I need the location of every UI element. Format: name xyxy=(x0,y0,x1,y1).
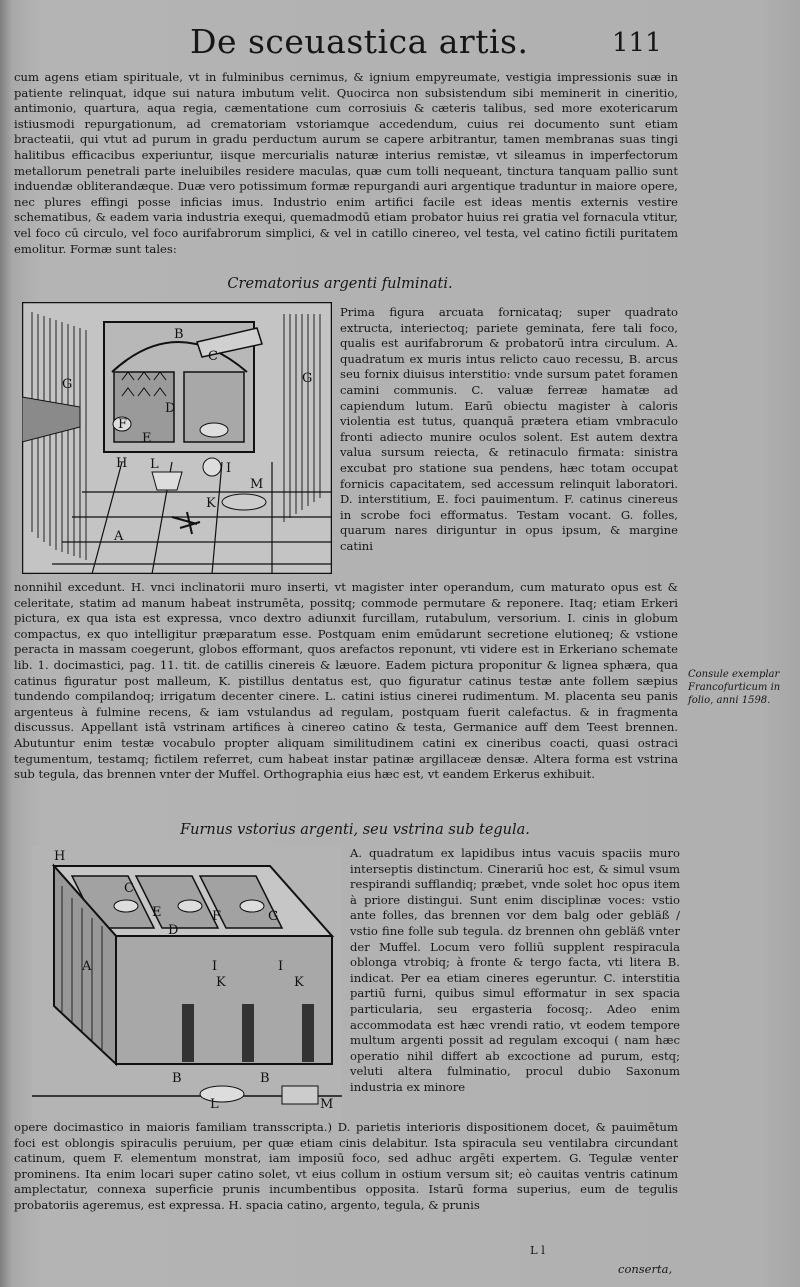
fig2-letter-d: D xyxy=(168,923,179,938)
fig2-letter-l: L xyxy=(210,1097,219,1112)
fig1-letter-i: I xyxy=(226,461,232,476)
fig2-letter-a: A xyxy=(82,959,92,974)
fig2-letter-g: G xyxy=(268,909,279,924)
running-header xyxy=(0,22,800,68)
signature-mark: L l xyxy=(530,1243,545,1257)
fig1-letter-g-right: G xyxy=(302,371,313,386)
fig2-letter-e: E xyxy=(152,905,162,920)
catchword: conserta, xyxy=(618,1262,673,1276)
fig1-letter-d: D xyxy=(165,401,176,416)
text-block-figure2-description: A. quadratum ex lapidibus intus vacuis spaciis muro interseptis distinctum. Cinerariū hoc est, & simul vsum respirandi sufflandiq; præbet, vnde solet hoc opus item à priore distingui. Sunt enim disciplinæ voces: vstio ante folles, das brennen vor dem balg oder gebläß / vstio fine folle sub tegula. dz brennen ohn gebläß vnter der Muffel. Locum vero folliū supplent respiracula oblonga vtrobiq; à fronte & tergo facta, vti litera B. indicat. Per ea etiam cineres egeruntur. C. interstitia partiū furni, quibus simul efformatur in sex spacia particularia, seu ergasteria focosq;. Adeo enim accommodata est hæc vrendi ratio, vt eodem tempore multum argenti possit ad regulam excoqui ( nam hæc operatio nihil differt ab excoctione ad purum, estq; veluti altera fulminatio, procul dubio Saxonum industria ex minore xyxy=(350,846,680,1094)
fig1-letter-l: L xyxy=(150,457,159,472)
fig2-letter-i-1: I xyxy=(212,959,218,974)
fig2-letter-b-2: B xyxy=(260,1071,270,1086)
fig1-letter-a: A xyxy=(114,529,124,544)
fig1-letter-k: K xyxy=(206,496,216,511)
text-block-intro: cum agens etiam spirituale, vt in fulminibus cernimus, & ignium empyreumate, vestigia impressionis suæ in patiente relinquat, idque sui natura imbutum velit. Quocirca non subsistendum sibi meminerit in cineritio, antimonio, quartura, aqua regia, cæmentatione cum corrosiuis & cæteris talibus, sed more exotericarum istiusmodi repurgationum, ad crematoriam vstoriamque accedendum, cuius rei documento sunt etiam bracteatii, qui vtut ad purum in gradu perductum aurum se capere arbitrantur, tamen membranas suas tingi halitibus efficacibus experiuntur, iisque mercurialis naturæ interius remistæ, vt sileamus in imperfectorum metallorum penetrali parte ineluibiles residere maculas, quæ cum tolli nequeant, tinctura tanquam pallio sunt induendæ obliterandæque. Duæ vero potissimum formæ repurgandi auri argentique traduntur in maiore opere, nec plures effingi posse inficias imus. Industrio enim artifici facile est ideas mentis externis vestire schematibus, & eadem varia industria exequi, quemadmodū etiam probator huius rei gratia vel fornacula vtitur, vel foco cū circulo, vel foco aurifabrorum simplici, & vel in catillo cinereo, vel testa, vel catino fictili puritatem emolitur. Formæ sunt tales: xyxy=(14,70,678,256)
fig1-letter-m: M xyxy=(250,477,264,492)
fig2-letter-k-2: K xyxy=(294,975,304,990)
page-number: 111 xyxy=(612,28,662,58)
fig1-letter-f: F xyxy=(118,417,128,432)
fig1-letter-h: H xyxy=(116,456,128,471)
running-title: De sceuastica artis. xyxy=(190,22,529,61)
fig2-letter-h: H xyxy=(54,849,66,864)
fig2-letter-f: F xyxy=(212,909,222,924)
fig2-letter-i-2: I xyxy=(278,959,284,974)
margin-note: Consule exemplar Francofurticum in folio, anni 1598. xyxy=(688,669,781,706)
fig1-letter-b: B xyxy=(174,327,184,342)
woodcut-furnus-drawing xyxy=(32,846,342,1120)
text-block-figure1-description: Prima figura arcuata fornicataq; super quadrato extructa, interiectoq; pariete geminata, fere tali foco, qualis est aurifabrorum & probatorū intra circulum. A. quadratum ex muris intus relicto cauo recessu, B. arcus seu fornix diuisus interstitio: vnde sursum patet foramen camini communis. C. valuæ ferreæ hamatæ ad capiendum lutum. Earū obiectu magister à caloris violentia est tutus, quanquā prætera etiam vmbraculo fronti adiecto munire oculos solent. Est autem dextra valua sursum reiecta, & retinaculo firmata: sinistra excubat pro statione sua pendens, hæc totam occupat fornicis capacitatem, sed accessum relinquit laboratori. D. interstitium, E. foci pauimentum. F. catinus cinereus in scrobe foci efformatus. Testam vocant. G. folles, quarum nares diriguntur in opus ipsum, & margine catini xyxy=(340,305,678,553)
woodcut-crematorius-drawing xyxy=(22,302,332,574)
fig2-letter-c: C xyxy=(124,881,134,896)
woodcut-furnus-vstorius xyxy=(32,846,342,1120)
fig2-letter-m: M xyxy=(320,1097,334,1112)
fig1-letter-e: E xyxy=(142,431,152,446)
figure-caption-2: Furnus vstorius argenti, seu vstrina sub tegula. xyxy=(180,822,530,838)
text-block-main: nonnihil excedunt. H. vnci inclinatorii muro inserti, vt magister inter operandum, cum maturato opus est & celeritate, statim ad manum habeat instrumēta, possitq; commode permutare & reponere. Itaq; etiam Erkeri pictura, ex qua ista est expressa, vnco dextro adiunxit furcillam, rutabulum, versorium. I. cinis in globum compactus, ex quo intelligitur præparatum esse. Postquam enim emūdarunt secretione elutioneq; & vstione peracta in massam coegerunt, globos efformant, quos arefactos reponunt, vti videre est in Erkeriano schemate lib. 1. docimastici, pag. 11. tit. de catillis cinereis & læuore. Eadem pictura proponitur & lignea sphæra, qua catinus figuratur post malleum, K. pistillus dentatus est, quo figuratur catinus testæ ante follem sæpius tundendo compilandoq; irrigatum decenter cinere. L. catini istius cinerei rudimentum. M. placenta seu panis argenteus à fulmine recens, & iam vstulandus ad regulam, postquam fuerit calefactus. & in fragmenta discussus. Appellant istā vstrinam artifices à cinereo catino & testa, Germanice auff dem Teest brennen. Abutuntur enim testæ vocabulo propter aliquam similitudinem catini ex cineribus coacti, quasi ostraci tegumentum, testamq; fictilem referret, cum habeat instar patinæ argillaceæ densæ. Altera forma est vstrina sub tegula, das brennen vnter der Muffel. Orthographia eius hæc est, vt eandem Erkerus exhibuit. xyxy=(14,580,678,782)
text-block-closing: opere docimastico in maioris familiam transscripta.) D. parietis interioris dispositionem docet, & pauimētum foci est oblongis spiraculis peruium, per quæ etiam cinis delabitur. Ista spiracula seu ventilabra circundant catinum, quem F. elementum monstrat, iam imposiū foco, sed adhuc argēti expertem. G. Tegulæ venter prominens. Ita enim locari super catino solet, vt eius collum in ostium versum sit; eò cauitas ventris catinum amplectatur, connexa superficie prunis incumbentibus opposita. Istarū forma superius, eum de tegulis probatoriis ageremus, est expressa. H. spacia catino, argento, tegula, & prunis xyxy=(14,1120,678,1212)
fig1-letter-g-left: G xyxy=(62,377,73,392)
figure-caption-1: Crematorius argenti fulminati. xyxy=(227,276,453,292)
woodcut-crematorius xyxy=(22,302,332,574)
fig2-letter-b-1: B xyxy=(172,1071,182,1086)
fig1-letter-c: C xyxy=(208,349,218,364)
fig2-letter-k-1: K xyxy=(216,975,226,990)
